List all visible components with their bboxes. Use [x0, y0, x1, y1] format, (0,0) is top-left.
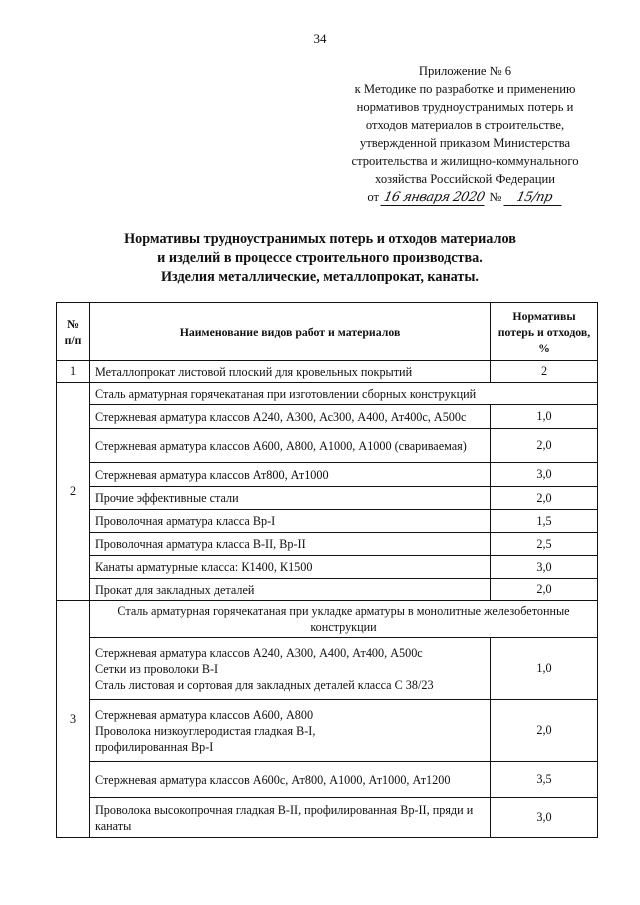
- row-name: Проволочная арматура класса Вр-I: [90, 510, 491, 533]
- appendix-line: отходов материалов в строительстве,: [365, 118, 565, 132]
- handwritten-date: 16 января 2020: [381, 191, 488, 206]
- header-name: Наименование видов работ и материалов: [90, 303, 491, 361]
- row-value: 2: [491, 361, 598, 383]
- title-line: и изделий в процессе строительного производства.: [157, 250, 483, 266]
- date-prefix: от: [367, 190, 380, 204]
- order-date-number: [330, 188, 600, 206]
- table-row: [57, 533, 598, 556]
- document-title: [0, 230, 640, 287]
- group-heading: Сталь арматурная горячекатаная при укладке арматуры в монолитные железобетонные конструкции: [90, 601, 598, 638]
- row-value: 3,0: [491, 556, 598, 579]
- group-heading-row: [57, 383, 598, 405]
- row-name: [90, 798, 491, 838]
- norms-table: [56, 302, 598, 838]
- row-name: [90, 762, 491, 798]
- row-value: 1,5: [491, 510, 598, 533]
- row-line: Стержневая арматура классов А600, А800: [95, 707, 314, 722]
- group-heading-row: [57, 601, 598, 638]
- row-line: Сталь листовая и сортовая для закладных деталей класса С 38/23: [95, 677, 434, 692]
- row-line: Стержневая арматура классов А600с, Ат800, А1000, Ат1000, Ат1200: [95, 772, 451, 787]
- table-row: [57, 579, 598, 601]
- appendix-line: Приложение № 6: [418, 64, 512, 78]
- row-name: Канаты арматурные класса: К1400, К1500: [90, 556, 491, 579]
- appendix-line: к Методике по разработке и применению: [354, 82, 576, 96]
- row-line: Стержневая арматура классов А240, А300, А400, Ат400, А500с: [95, 645, 423, 660]
- table-row: [57, 405, 598, 429]
- row-value: 2,0: [491, 487, 598, 510]
- appendix-line: хозяйства Российской Федерации: [375, 172, 555, 186]
- row-line: профилированная Вр-I: [95, 739, 214, 754]
- table-row: [57, 762, 598, 798]
- table-row: [57, 798, 598, 838]
- row-value: 2,0: [491, 429, 598, 463]
- row-name: Стержневая арматура классов Ат800, Ат1000: [90, 463, 491, 487]
- group-num: 2: [57, 383, 90, 601]
- row-name: Металлопрокат листовой плоский для кровельных покрытий: [90, 361, 491, 383]
- row-num: 1: [57, 361, 90, 383]
- row-value: 1,0: [491, 638, 598, 700]
- table-row: [57, 510, 598, 533]
- row-value: 3,0: [491, 463, 598, 487]
- table-row: [57, 361, 598, 383]
- appendix-line: нормативов трудноустранимых потерь и: [356, 100, 574, 114]
- row-name: [90, 638, 491, 700]
- title-line: Нормативы трудноустранимых потерь и отходов материалов: [124, 231, 516, 247]
- row-value: 1,0: [491, 405, 598, 429]
- row-value: 3,5: [491, 762, 598, 798]
- row-name: Прокат для закладных деталей: [90, 579, 491, 601]
- row-name: Стержневая арматура классов А600, А800, А1000, А1000 (свариваемая): [90, 429, 491, 463]
- appendix-line: утвержденной приказом Министерства: [359, 136, 571, 150]
- appendix-line: строительства и жилищно-коммунального: [351, 154, 579, 168]
- number-prefix: №: [489, 190, 502, 204]
- row-value: 2,0: [491, 700, 598, 762]
- table-row: [57, 487, 598, 510]
- row-name: [90, 700, 491, 762]
- table-row: [57, 638, 598, 700]
- row-line: Проволока низкоуглеродистая гладкая В-I,: [95, 723, 316, 738]
- row-line: Проволока высокопрочная гладкая В-II, профилированная Вр-II, пряди и канаты: [95, 802, 474, 833]
- row-value: 2,5: [491, 533, 598, 556]
- row-value: 2,0: [491, 579, 598, 601]
- handwritten-number: 15/пр: [503, 191, 564, 206]
- page-number: 34: [313, 31, 327, 46]
- table-header-row: [57, 303, 598, 361]
- row-name: Прочие эффективные стали: [90, 487, 491, 510]
- row-name: Стержневая арматура классов А240, А300, Ас300, А400, Ат400с, А500с: [90, 405, 491, 429]
- table-row: [57, 556, 598, 579]
- header-value: Нормативы потерь и отходов, %: [491, 303, 598, 361]
- row-line: Сетки из проволоки В-I: [95, 661, 219, 676]
- group-heading: Сталь арматурная горячекатаная при изготовлении сборных конструкций: [90, 383, 598, 405]
- title-line: Изделия металлические, металлопрокат, канаты.: [161, 269, 479, 285]
- table-row: [57, 700, 598, 762]
- row-value: 3,0: [491, 798, 598, 838]
- table-row: [57, 429, 598, 463]
- table-row: [57, 463, 598, 487]
- row-name: Проволочная арматура класса В-II, Вр-II: [90, 533, 491, 556]
- header-num: № п/п: [57, 303, 90, 361]
- group-num: 3: [57, 601, 90, 838]
- appendix-block: [330, 62, 600, 206]
